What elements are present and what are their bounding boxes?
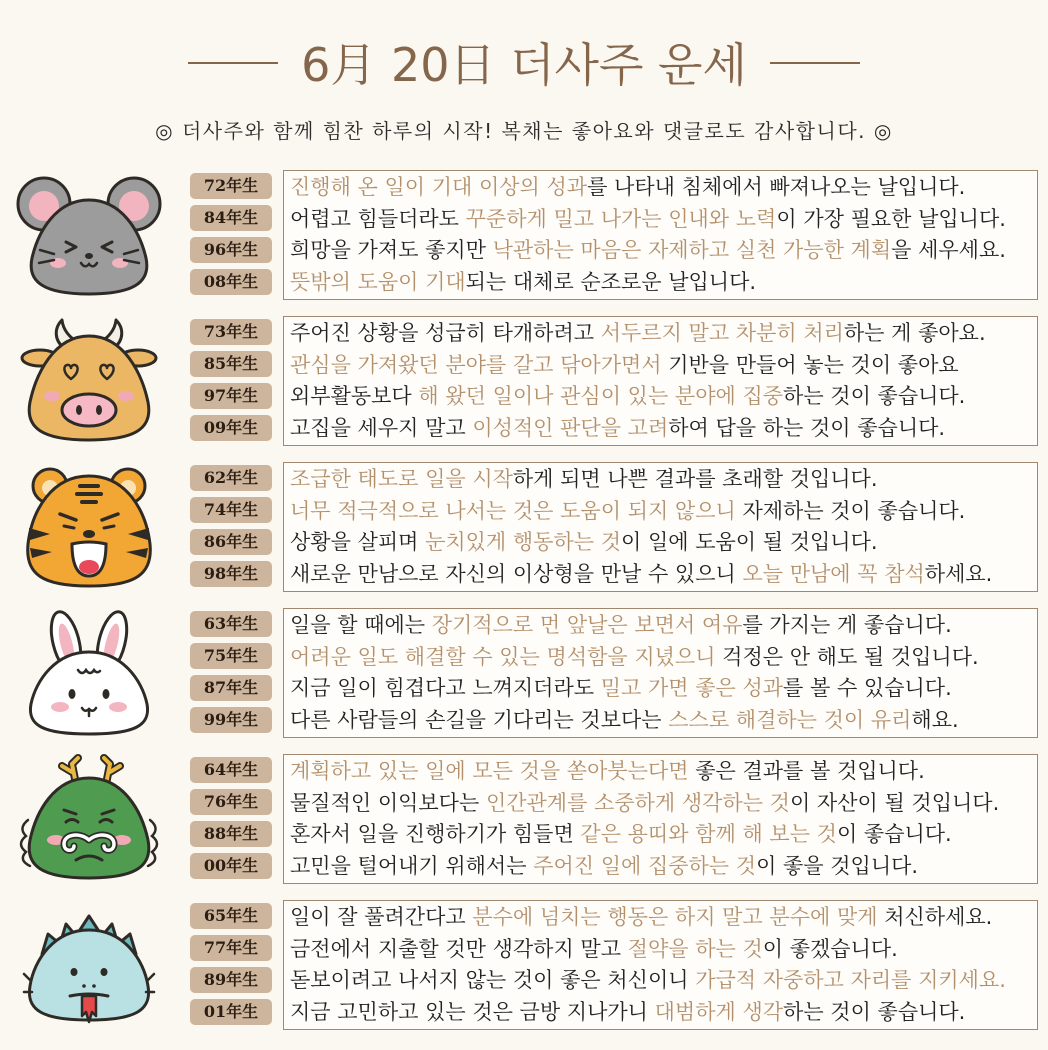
fortune-text: 기반을 만들어 놓는 것이 좋아요 xyxy=(661,352,959,377)
rat-icon xyxy=(14,170,164,300)
fortune-line xyxy=(290,559,1031,591)
year-badge: 86年生 xyxy=(190,529,272,555)
fortune-text: 되는 대체로 순조로운 날입니다. xyxy=(465,270,757,295)
year-badge: 77年生 xyxy=(190,935,272,961)
fortune-text: 고민을 털어내기 위해서는 xyxy=(290,854,534,879)
highlighted-text: 주어진 일에 집중하는 것 xyxy=(533,854,757,879)
fortune-line xyxy=(290,819,1031,851)
fortune-text: 물질적인 이익보다는 xyxy=(290,790,486,815)
fortune-line xyxy=(290,172,1031,204)
highlighted-text: 스스로 해결하는 것이 유리 xyxy=(668,708,912,733)
fortune-line xyxy=(290,413,1031,445)
year-badges xyxy=(190,757,272,885)
fortune-text: 좋은 결과를 볼 것입니다. xyxy=(688,759,925,783)
fortune-text: 다른 사람들의 손길을 기다리는 것보다는 xyxy=(290,708,669,733)
title-rule-right xyxy=(770,62,860,64)
year-badge: 75年生 xyxy=(190,643,272,669)
fortune-text: 이 가장 필요한 날입니다. xyxy=(776,206,1006,231)
highlighted-text: 너무 적극적으로 나서는 것은 도움이 되지 않으니 xyxy=(290,498,736,523)
page-title: 6月 20日 더사주 운세 xyxy=(301,38,747,92)
fortune-text: 외부활동보다 xyxy=(290,384,419,409)
highlighted-text: 서두르지 말고 차분히 처리 xyxy=(600,321,844,345)
year-badges xyxy=(190,319,272,447)
year-badge: 74年生 xyxy=(190,497,272,523)
fortune-text: 를 볼 수 있습니다. xyxy=(783,676,952,701)
fortune-text: 지금 고민하고 있는 것은 금방 지나가니 xyxy=(290,1000,655,1025)
fortune-box xyxy=(283,170,1038,300)
highlighted-text: 관심을 가져왔던 분야를 갈고 닦아가면서 xyxy=(290,352,662,377)
fortune-text: 하세요. xyxy=(924,562,993,587)
zodiac-row-ox xyxy=(0,316,1048,446)
year-badge: 63年生 xyxy=(190,611,272,637)
year-badges xyxy=(190,611,272,739)
fortune-text: 희망을 가져도 좋지만 xyxy=(290,238,493,263)
highlighted-text: 낙관하는 마음은 자제하고 실천 가능한 계획 xyxy=(492,238,892,263)
year-badges xyxy=(190,903,272,1031)
fortune-line xyxy=(290,381,1031,413)
fortune-text: 고집을 세우지 말고 xyxy=(290,416,473,441)
year-badge: 84年生 xyxy=(190,205,272,231)
highlighted-text: 절약을 하는 것 xyxy=(627,936,763,961)
fortune-line xyxy=(290,705,1031,737)
year-badge: 01年生 xyxy=(190,999,272,1025)
fortune-box xyxy=(283,462,1038,592)
fortune-text: 금전에서 지출할 것만 생각하지 말고 xyxy=(290,936,628,961)
year-badge: 62年生 xyxy=(190,465,272,491)
year-badge: 09年生 xyxy=(190,415,272,441)
year-badge: 89年生 xyxy=(190,967,272,993)
highlighted-text: 이성적인 판단을 고려 xyxy=(472,416,669,441)
ox-icon xyxy=(14,316,164,446)
fortune-text: 일이 잘 풀려간다고 xyxy=(290,905,473,929)
fortune-text: 돋보이려고 나서지 않는 것이 좋은 처신이니 xyxy=(290,968,696,993)
highlighted-text: 대범하게 생각 xyxy=(654,1000,784,1025)
fortune-line xyxy=(290,756,1031,788)
year-badge: 88年生 xyxy=(190,821,272,847)
highlighted-text: 진행해 온 일이 기대 이상의 성과 xyxy=(290,175,588,199)
fortune-box xyxy=(283,754,1038,884)
fortune-line xyxy=(290,204,1031,236)
fortune-text: 혼자서 일을 진행하기가 힘들면 xyxy=(290,822,581,847)
snake-icon xyxy=(14,900,164,1030)
zodiac-row-rabbit xyxy=(0,608,1048,738)
highlighted-text: 오늘 만남에 꼭 참석 xyxy=(742,562,925,587)
highlighted-text: 같은 용띠와 함께 해 보는 것 xyxy=(580,822,837,847)
year-badges xyxy=(190,465,272,593)
highlighted-text: 분수에 넘치는 행동은 하지 말고 분수에 맞게 xyxy=(472,905,878,929)
tiger-icon xyxy=(14,462,164,592)
rabbit-icon xyxy=(14,608,164,738)
fortune-line xyxy=(290,673,1031,705)
highlighted-text: 조급한 태도로 일을 시작 xyxy=(290,467,513,491)
fortune-box xyxy=(283,900,1038,1030)
zodiac-row-tiger xyxy=(0,462,1048,592)
fortune-line xyxy=(290,350,1031,382)
fortune-line xyxy=(290,527,1031,559)
fortune-box xyxy=(283,608,1038,738)
year-badges xyxy=(190,173,272,301)
year-badge: 96年生 xyxy=(190,237,272,263)
fortune-text: 하여 답을 하는 것이 좋습니다. xyxy=(668,416,946,441)
year-badge: 00年生 xyxy=(190,853,272,879)
fortune-line xyxy=(290,464,1031,496)
year-badge: 87年生 xyxy=(190,675,272,701)
highlighted-text: 해 왔던 일이나 관심이 있는 분야에 집중 xyxy=(418,384,784,409)
dragon-icon xyxy=(14,754,164,884)
year-badge: 99年生 xyxy=(190,707,272,733)
year-badge: 73年生 xyxy=(190,319,272,345)
fortune-text: 처신하세요. xyxy=(877,905,993,929)
year-badge: 85年生 xyxy=(190,351,272,377)
fortune-text: 어렵고 힘들더라도 xyxy=(290,206,466,231)
fortune-line xyxy=(290,902,1031,934)
highlighted-text: 어려운 일도 해결할 수 있는 명석함을 지녔으니 xyxy=(290,644,716,669)
fortune-text: 해요. xyxy=(911,708,959,733)
zodiac-row-dragon xyxy=(0,754,1048,884)
page-subtitle: ◎ 더사주와 함께 힘찬 하루의 시작! 복채는 좋아요와 댓글로도 감사합니다. ◎ xyxy=(155,119,893,143)
fortune-text: 지금 일이 힘겹다고 느껴지더라도 xyxy=(290,676,601,701)
year-badge: 98年生 xyxy=(190,561,272,587)
fortune-line xyxy=(290,318,1031,350)
year-badge: 76年生 xyxy=(190,789,272,815)
year-badge: 64年生 xyxy=(190,757,272,783)
highlighted-text: 인간관계를 소중하게 생각하는 것 xyxy=(485,790,790,815)
fortune-line xyxy=(290,965,1031,997)
highlighted-text: 뜻밖의 도움이 기대 xyxy=(290,270,466,295)
fortune-text: 자제하는 것이 좋습니다. xyxy=(735,498,966,523)
fortune-text: 하는 것이 좋습니다. xyxy=(783,1000,966,1025)
fortune-line xyxy=(290,267,1031,299)
fortune-text: 를 가지는 게 좋습니다. xyxy=(742,613,952,637)
highlighted-text: 밀고 가면 좋은 성과 xyxy=(600,676,784,701)
fortune-line xyxy=(290,851,1031,883)
year-badge: 97年生 xyxy=(190,383,272,409)
fortune-text: 이 좋겠습니다. xyxy=(762,936,898,961)
fortune-text: 이 좋습니다. xyxy=(836,822,952,847)
fortune-text: 일을 할 때에는 xyxy=(290,613,432,637)
fortune-text: 이 일에 도움이 될 것입니다. xyxy=(621,530,878,555)
fortune-text: 하는 것이 좋습니다. xyxy=(783,384,966,409)
fortune-line xyxy=(290,642,1031,674)
fortune-line xyxy=(290,235,1031,267)
highlighted-text: 장기적으로 먼 앞날은 보면서 여유 xyxy=(431,613,743,637)
fortune-text: 이 좋을 것입니다. xyxy=(756,854,919,879)
fortune-box xyxy=(283,316,1038,446)
fortune-line xyxy=(290,788,1031,820)
fortune-line xyxy=(290,934,1031,966)
year-badge: 65年生 xyxy=(190,903,272,929)
fortune-text: 걱정은 안 해도 될 것입니다. xyxy=(715,644,979,669)
fortune-text: 을 세우세요. xyxy=(891,238,1006,263)
fortune-text: 주어진 상황을 성급히 타개하려고 xyxy=(290,321,601,345)
fortune-text: 하게 되면 나쁜 결과를 초래할 것입니다. xyxy=(512,467,878,491)
fortune-text: 를 나타내 침체에서 빠져나오는 날입니다. xyxy=(587,175,966,199)
fortune-text: 하는 게 좋아요. xyxy=(843,321,986,345)
highlighted-text: 꾸준하게 밀고 나가는 인내와 노력 xyxy=(465,206,777,231)
fortune-text: 상황을 살피며 xyxy=(290,530,426,555)
fortune-line xyxy=(290,997,1031,1029)
zodiac-row-rat xyxy=(0,170,1048,300)
fortune-text: 이 자산이 될 것입니다. xyxy=(789,790,1000,815)
fortune-text: 새로운 만남으로 자신의 이상형을 만날 수 있으니 xyxy=(290,562,743,587)
fortune-line xyxy=(290,496,1031,528)
year-badge: 72年生 xyxy=(190,173,272,199)
year-badge: 08年生 xyxy=(190,269,272,295)
highlighted-text: 눈치있게 행동하는 것 xyxy=(425,530,622,555)
zodiac-row-snake xyxy=(0,900,1048,1030)
highlighted-text: 계획하고 있는 일에 모든 것을 쏟아붓는다면 xyxy=(290,759,689,783)
highlighted-text: 가급적 자중하고 자리를 지키세요. xyxy=(695,968,1006,993)
fortune-line xyxy=(290,610,1031,642)
